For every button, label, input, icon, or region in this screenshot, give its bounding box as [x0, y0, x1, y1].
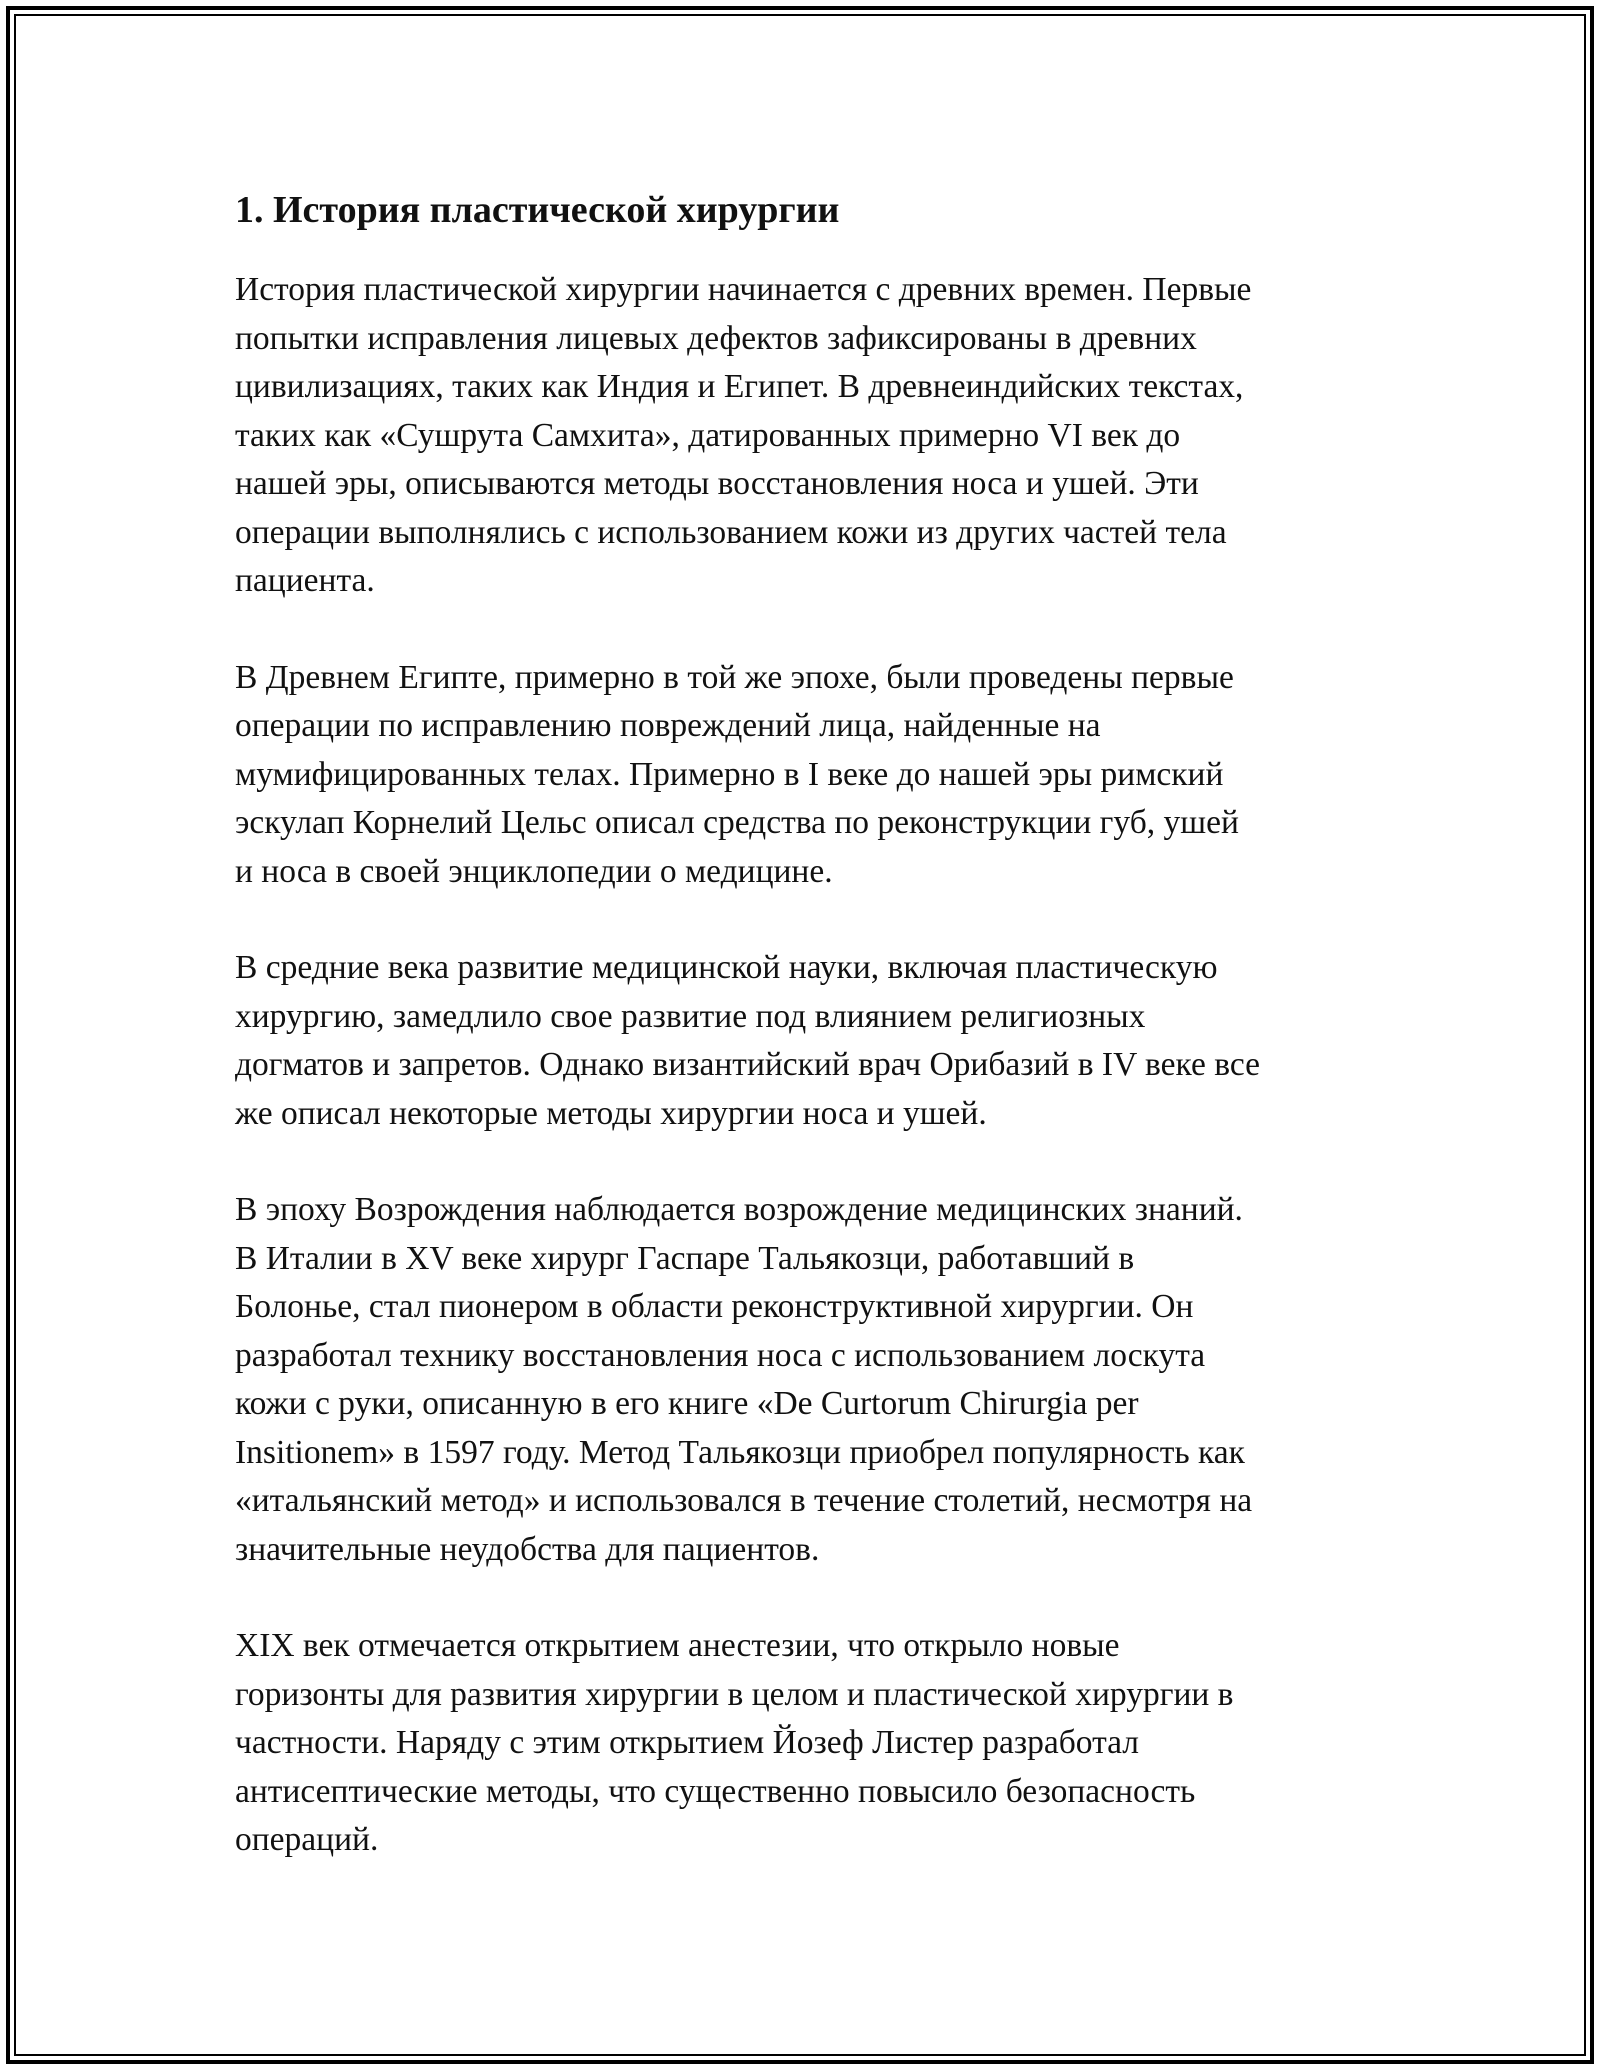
line: В Древнем Египте, примерно в той же эпохе, были проведены первые	[235, 658, 1234, 696]
document-body	[235, 180, 1385, 1913]
line: В эпоху Возрождения наблюдается возрождение медицинских знаний.	[235, 1191, 1243, 1228]
line: операций.	[235, 1821, 379, 1858]
line: же описал некоторые методы хирургии носа и ушей.	[235, 1094, 987, 1132]
paragraph-1	[235, 266, 1385, 606]
paragraph-3	[235, 944, 1385, 1138]
line: значительные неудобства для пациентов.	[235, 1530, 820, 1568]
line: операции по исправлению повреждений лица, найденные на	[235, 707, 1101, 744]
line: и носа в своей энциклопедии о медицине.	[235, 852, 833, 890]
line: Insitionem» в 1597 году. Метод Тальякозци приобрел популярность как	[235, 1433, 1245, 1471]
line: горизонты для развития хирургии в целом и пластической хирургии в	[235, 1675, 1234, 1713]
paragraph-5	[235, 1622, 1385, 1865]
line: хирургию, замедлило свое развитие под влиянием религиозных	[235, 997, 1146, 1035]
line: Болонье, стал пионером в области реконструктивной хирургии. Он	[235, 1288, 1194, 1325]
line: пациента.	[235, 562, 375, 599]
paragraph-4	[235, 1186, 1385, 1574]
paragraph-2	[235, 654, 1385, 897]
section-heading: 1. История пластической хирургии	[235, 189, 840, 231]
line: XIX век отмечается открытием анестезии, что открыло новые	[235, 1627, 1120, 1664]
line: нашей эры, описываются методы восстановления носа и ушей. Эти	[235, 465, 1199, 502]
line: История пластической хирургии начинается с древних времен. Первые	[235, 271, 1252, 308]
line: попытки исправления лицевых дефектов зафиксированы в древних	[235, 319, 1197, 357]
line: операции выполнялись с использованием кожи из других частей тела	[235, 513, 1227, 551]
line: В средние века развитие медицинской науки, включая пластическую	[235, 949, 1218, 986]
line: таких как «Сушрута Самхита», датированных примерно VI век до	[235, 416, 1181, 454]
line: частности. Наряду с этим открытием Йозеф Листер разработал	[235, 1724, 1140, 1761]
line: В Италии в XV веке хирург Гаспаре Тальякозци, работавший в	[235, 1239, 1135, 1277]
line: догматов и запретов. Однако византийский врач Орибазий в IV веке все	[235, 1046, 1260, 1083]
line: антисептические методы, что существенно повысило безопасность	[235, 1772, 1196, 1810]
line: цивилизациях, таких как Индия и Египет. В древнеиндийских текстах,	[235, 368, 1244, 405]
line: мумифицированных телах. Примерно в I веке до нашей эры римский	[235, 755, 1224, 793]
line: кожи с руки, описанную в его книге «De Curtorum Chirurgia per	[235, 1385, 1139, 1422]
line: разработал технику восстановления носа с использованием лоскута	[235, 1336, 1206, 1374]
line: эскулап Корнелий Цельс описал средства по реконструкции губ, ушей	[235, 804, 1239, 841]
line: «итальянский метод» и использовался в течение столетий, несмотря на	[235, 1482, 1253, 1519]
